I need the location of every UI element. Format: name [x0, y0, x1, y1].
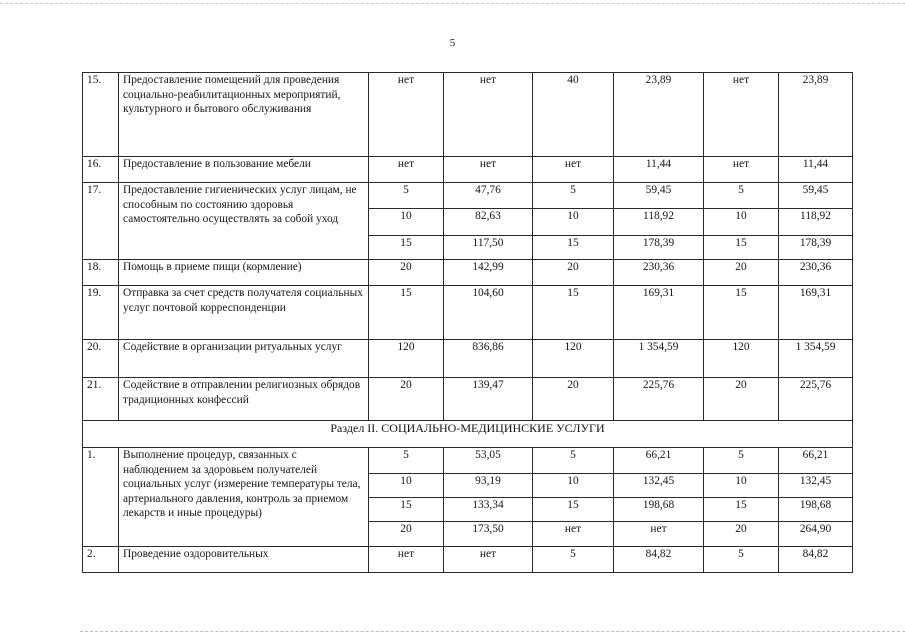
- value-cell: 20: [533, 378, 614, 421]
- value-cell: 11,44: [614, 157, 704, 183]
- row-number: 20.: [83, 340, 119, 378]
- value-cell: нет: [444, 547, 533, 573]
- value-cell: 118,92: [779, 209, 853, 236]
- value-cell: 23,89: [779, 73, 853, 157]
- value-cell: 20: [369, 522, 444, 547]
- value-cell: 59,45: [614, 183, 704, 209]
- value-cell: 5: [369, 183, 444, 209]
- scan-edge-top: [0, 3, 905, 4]
- value-cell: 169,31: [779, 286, 853, 340]
- value-cell: нет: [533, 157, 614, 183]
- value-cell: 84,82: [779, 547, 853, 573]
- service-name: Предоставление помещений для проведения социально-реабилитационных мероприятий, культурного и бытового обслуживания: [119, 73, 369, 157]
- value-cell: 132,45: [614, 474, 704, 498]
- value-cell: 15: [369, 236, 444, 260]
- table-row: [83, 183, 853, 209]
- value-cell: 5: [704, 448, 779, 474]
- value-cell: 1 354,59: [779, 340, 853, 378]
- row-number: 15.: [83, 73, 119, 157]
- value-cell: 198,68: [779, 498, 853, 522]
- value-cell: 20: [704, 260, 779, 286]
- service-name: Предоставление гигиенических услуг лицам, не способным по состоянию здоровья самостоятельно осуществлять за собой уход: [119, 183, 369, 260]
- value-cell: нет: [704, 73, 779, 157]
- value-cell: 20: [369, 260, 444, 286]
- value-cell: 40: [533, 73, 614, 157]
- value-cell: 104,60: [444, 286, 533, 340]
- value-cell: нет: [444, 157, 533, 183]
- value-cell: 15: [704, 498, 779, 522]
- section-header-row: [83, 421, 853, 448]
- tariff-table: [82, 72, 853, 573]
- table-row: [83, 547, 853, 573]
- value-cell: 10: [533, 209, 614, 236]
- value-cell: 82,63: [444, 209, 533, 236]
- value-cell: нет: [533, 522, 614, 547]
- value-cell: 225,76: [779, 378, 853, 421]
- value-cell: 10: [704, 474, 779, 498]
- value-cell: 10: [369, 474, 444, 498]
- value-cell: 836,86: [444, 340, 533, 378]
- value-cell: 139,47: [444, 378, 533, 421]
- value-cell: 20: [704, 378, 779, 421]
- value-cell: 5: [704, 547, 779, 573]
- table-row: [83, 157, 853, 183]
- value-cell: 10: [369, 209, 444, 236]
- value-cell: 118,92: [614, 209, 704, 236]
- value-cell: 120: [533, 340, 614, 378]
- service-name: Предоставление в пользование мебели: [119, 157, 369, 183]
- service-name: Помощь в приеме пищи (кормление): [119, 260, 369, 286]
- value-cell: 15: [369, 498, 444, 522]
- value-cell: нет: [704, 157, 779, 183]
- value-cell: 230,36: [614, 260, 704, 286]
- scan-edge-bottom: [80, 631, 905, 632]
- row-number: 19.: [83, 286, 119, 340]
- row-number: 17.: [83, 183, 119, 260]
- row-number: 21.: [83, 378, 119, 421]
- value-cell: 173,50: [444, 522, 533, 547]
- value-cell: нет: [444, 73, 533, 157]
- service-name: Выполнение процедур, связанных с наблюдением за здоровьем получателей социальных услуг (измерение температуры тела, артериального давления, контроль за приемом лекарств и иные процедуры): [119, 448, 369, 547]
- table-row: [83, 286, 853, 340]
- value-cell: 84,82: [614, 547, 704, 573]
- value-cell: 178,39: [779, 236, 853, 260]
- value-cell: 10: [704, 209, 779, 236]
- value-cell: 47,76: [444, 183, 533, 209]
- row-number: 1.: [83, 448, 119, 547]
- value-cell: 15: [533, 286, 614, 340]
- value-cell: 1 354,59: [614, 340, 704, 378]
- value-cell: 132,45: [779, 474, 853, 498]
- service-name: Проведение оздоровительных: [119, 547, 369, 573]
- value-cell: 120: [369, 340, 444, 378]
- value-cell: 142,99: [444, 260, 533, 286]
- value-cell: 178,39: [614, 236, 704, 260]
- value-cell: нет: [614, 522, 704, 547]
- value-cell: 264,90: [779, 522, 853, 547]
- value-cell: нет: [369, 547, 444, 573]
- value-cell: 230,36: [779, 260, 853, 286]
- value-cell: нет: [369, 157, 444, 183]
- row-number: 18.: [83, 260, 119, 286]
- value-cell: 15: [533, 498, 614, 522]
- service-name: Отправка за счет средств получателя социальных услуг почтовой корреспонденции: [119, 286, 369, 340]
- value-cell: 53,05: [444, 448, 533, 474]
- value-cell: нет: [369, 73, 444, 157]
- value-cell: 93,19: [444, 474, 533, 498]
- service-name: Содействие в организации ритуальных услуг: [119, 340, 369, 378]
- value-cell: 169,31: [614, 286, 704, 340]
- value-cell: 59,45: [779, 183, 853, 209]
- value-cell: 11,44: [779, 157, 853, 183]
- service-name: Содействие в отправлении религиозных обрядов традиционных конфессий: [119, 378, 369, 421]
- value-cell: 198,68: [614, 498, 704, 522]
- value-cell: 225,76: [614, 378, 704, 421]
- table-row: [83, 73, 853, 157]
- value-cell: 66,21: [614, 448, 704, 474]
- value-cell: 5: [533, 547, 614, 573]
- value-cell: 15: [533, 236, 614, 260]
- value-cell: 5: [704, 183, 779, 209]
- table-row: [83, 378, 853, 421]
- value-cell: 20: [704, 522, 779, 547]
- value-cell: 5: [369, 448, 444, 474]
- row-number: 2.: [83, 547, 119, 573]
- value-cell: 10: [533, 474, 614, 498]
- value-cell: 20: [369, 378, 444, 421]
- value-cell: 133,34: [444, 498, 533, 522]
- section-title: Раздел II. СОЦИАЛЬНО-МЕДИЦИНСКИЕ УСЛУГИ: [83, 421, 853, 448]
- value-cell: 5: [533, 183, 614, 209]
- value-cell: 66,21: [779, 448, 853, 474]
- page-number: 5: [449, 37, 456, 49]
- value-cell: 15: [704, 236, 779, 260]
- table-row: [83, 340, 853, 378]
- table-row: [83, 448, 853, 474]
- value-cell: 23,89: [614, 73, 704, 157]
- value-cell: 15: [704, 286, 779, 340]
- value-cell: 20: [533, 260, 614, 286]
- table-row: [83, 260, 853, 286]
- value-cell: 15: [369, 286, 444, 340]
- row-number: 16.: [83, 157, 119, 183]
- value-cell: 117,50: [444, 236, 533, 260]
- value-cell: 5: [533, 448, 614, 474]
- value-cell: 120: [704, 340, 779, 378]
